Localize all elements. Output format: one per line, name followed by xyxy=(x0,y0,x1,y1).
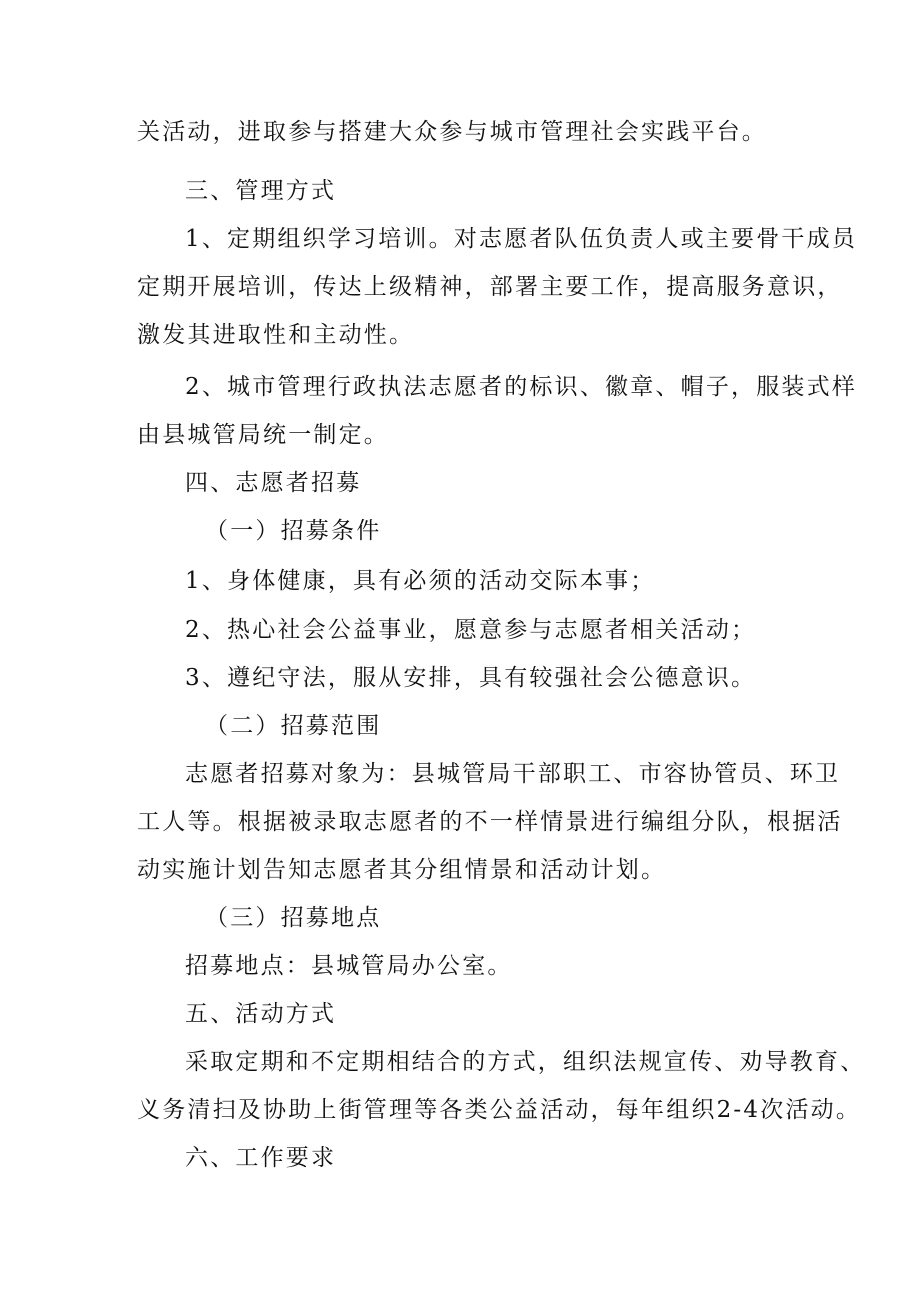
paragraph-line-20: 采取定期和不定期相结合的方式，组织法规宣传、劝导教育、 xyxy=(185,1049,866,1075)
subheading-1: （一）招募条件 xyxy=(205,518,382,544)
subheading-3: （三）招募地点 xyxy=(205,905,382,931)
paragraph-line-3: 1、定期组织学习培训。对志愿者队伍负责人或主要骨干成员 xyxy=(185,226,858,252)
paragraph-line-6: 2、城市管理行政执法志愿者的标识、徽章、帽子，服装式样 xyxy=(185,374,858,400)
paragraph-line-18: 招募地点：县城管局办公室。 xyxy=(185,953,513,979)
list-item-1: 1、身体健康，具有必须的活动交际本事； xyxy=(185,568,656,594)
paragraph-line-16: 动实施计划告知志愿者其分组情景和活动计划。 xyxy=(137,857,667,883)
paragraph-line-14: 志愿者招募对象为：县城管局干部职工、市容协管员、环卫 xyxy=(185,761,841,787)
paragraph-line-21: 义务清扫及协助上街管理等各类公益活动，每年组织2-4次活动。 xyxy=(137,1097,862,1123)
subheading-2: （二）招募范围 xyxy=(205,713,382,739)
paragraph-line-5: 激发其进取性和主动性。 xyxy=(137,322,415,348)
section-heading-6: 六、工作要求 xyxy=(185,1145,337,1171)
section-heading-3: 三、管理方式 xyxy=(185,178,337,204)
section-heading-5: 五、活动方式 xyxy=(185,1001,337,1027)
paragraph-line-1: 关活动，进取参与搭建大众参与城市管理社会实践平台。 xyxy=(137,119,767,145)
paragraph-line-7: 由县城管局统一制定。 xyxy=(137,422,389,448)
section-heading-4: 四、志愿者招募 xyxy=(185,470,362,496)
list-item-3: 3、遵纪守法，服从安排，具有较强社会公德意识。 xyxy=(185,665,757,691)
paragraph-line-15: 工人等。根据被录取志愿者的不一样情景进行编组分队，根据活 xyxy=(137,809,843,835)
paragraph-line-4: 定期开展培训，传达上级精神，部署主要工作，提高服务意识， xyxy=(137,274,843,300)
list-item-2: 2、热心社会公益事业，愿意参与志愿者相关活动； xyxy=(185,617,757,643)
